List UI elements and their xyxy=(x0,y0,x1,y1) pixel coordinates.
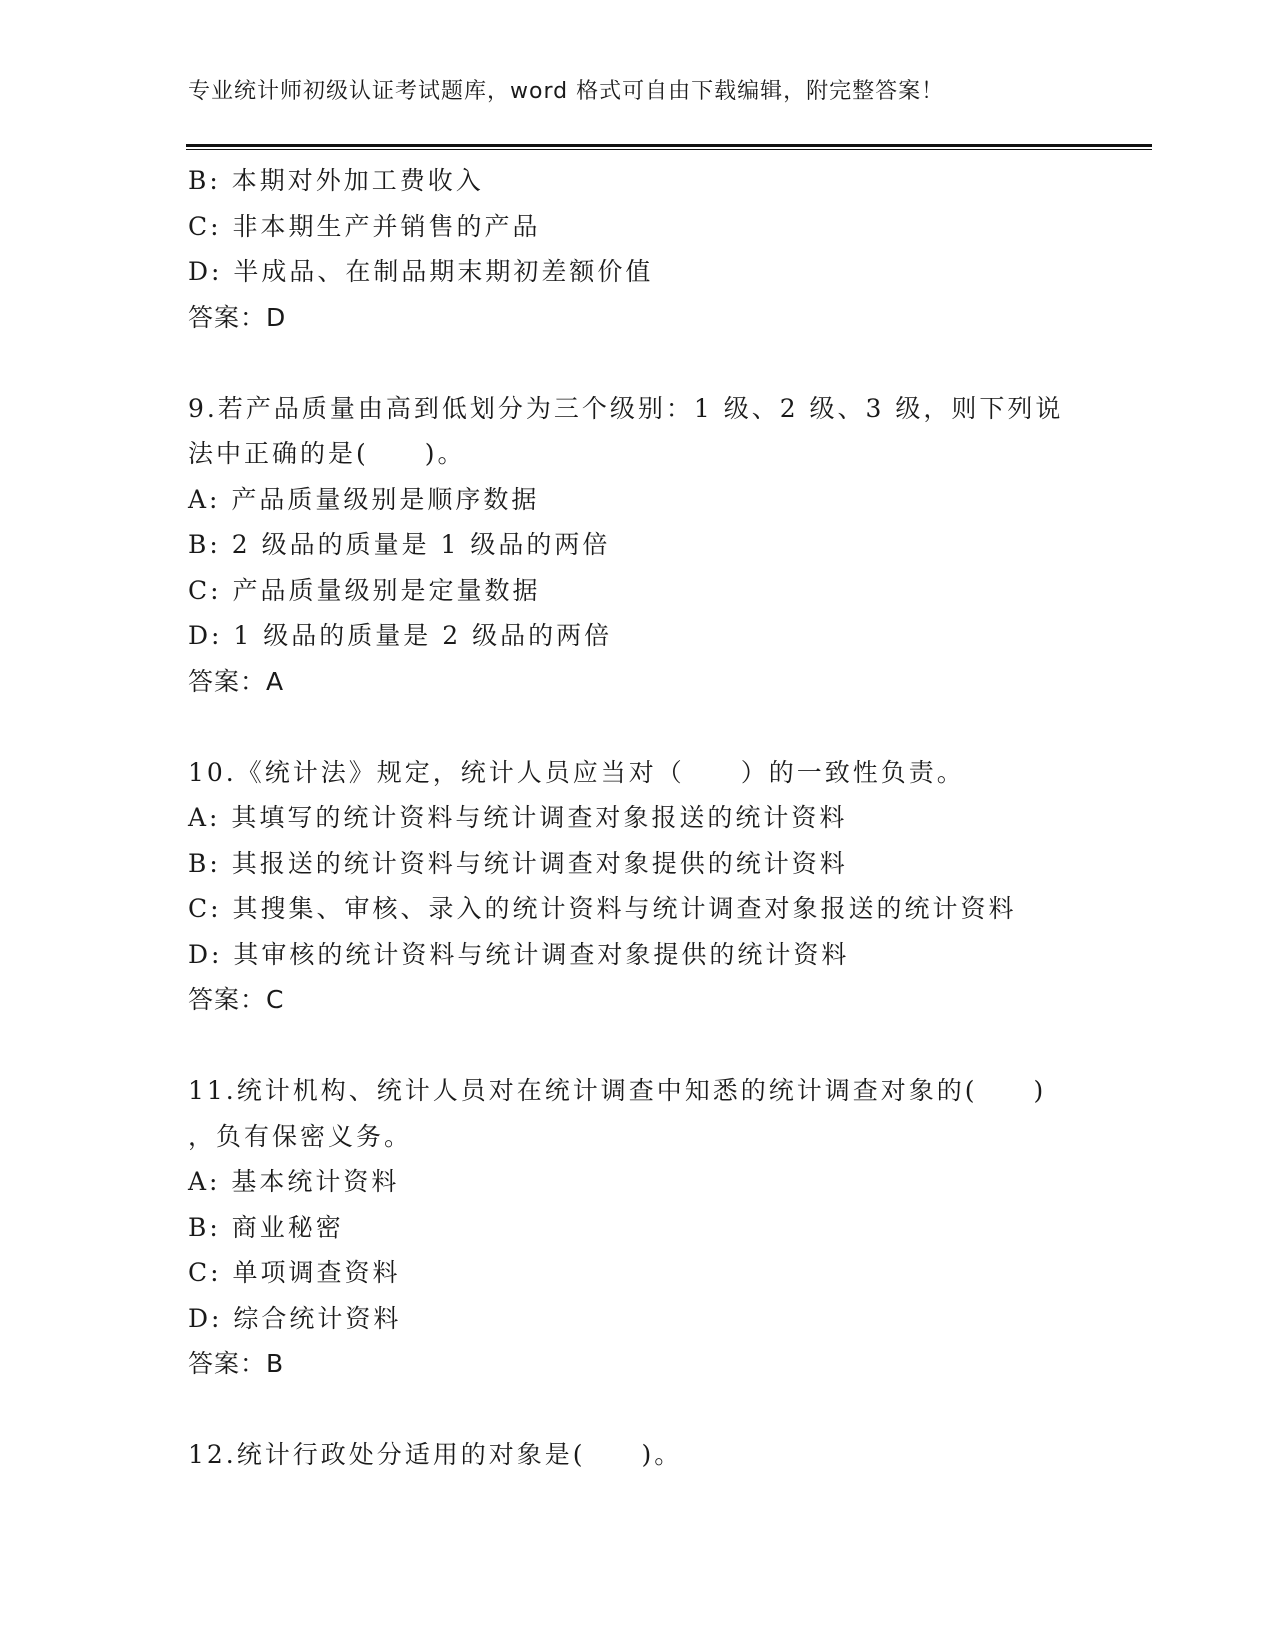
question-9-stem: 9.若产品质量由高到低划分为三个级别：1 级、2 级、3 级，则下列说 xyxy=(188,393,1064,423)
q11-option-b: B: 商业秘密 xyxy=(188,1212,344,1242)
q11-answer: 答案：B xyxy=(188,1349,285,1378)
option-b: B: 本期对外加工费收入 xyxy=(188,166,484,195)
q11-option-a: A: 基本统计资料 xyxy=(188,1167,400,1196)
spacer xyxy=(188,704,1088,750)
page-header: 专业统计师初级认证考试题库，word 格式可自由下载编辑，附完整答案！ xyxy=(188,79,945,104)
question-9-stem-cont: 法中正确的是( )。 xyxy=(188,439,466,468)
option-c: C: 非本期生产并销售的产品 xyxy=(188,211,541,241)
q9-option-c: C: 产品质量级别是定量数据 xyxy=(188,575,541,605)
q11-option-d: D: 综合统计资料 xyxy=(188,1303,402,1333)
q9-option-a: A: 产品质量级别是顺序数据 xyxy=(188,484,540,514)
q9-option-d: D: 1 级品的质量是 2 级品的两倍 xyxy=(188,621,613,650)
q10-option-c: C: 其搜集、审核、录入的统计资料与统计调查对象报送的统计资料 xyxy=(188,894,1017,923)
q9-answer: 答案：A xyxy=(188,666,285,696)
question-11-stem-cont: ，负有保密义务。 xyxy=(188,1121,413,1151)
question-11-stem: 11.统计机构、统计人员对在统计调查中知悉的统计调查对象的( ) xyxy=(188,1076,1047,1105)
q9-option-b: B: 2 级品的质量是 1 级品的两倍 xyxy=(188,530,611,559)
q10-answer: 答案：C xyxy=(188,985,285,1014)
header-rule-thick xyxy=(186,144,1152,147)
option-d: D: 半成品、在制品期末期初差额价值 xyxy=(188,257,654,286)
spacer xyxy=(188,1023,1088,1069)
header-rule-thin xyxy=(186,149,1152,150)
q10-option-b: B: 其报送的统计资料与统计调查对象提供的统计资料 xyxy=(188,848,848,878)
q10-option-d: D: 其审核的统计资料与统计调查对象提供的统计资料 xyxy=(188,939,850,969)
spacer xyxy=(188,1387,1088,1433)
answer-label: 答案：D xyxy=(188,302,287,332)
question-list xyxy=(188,158,1088,1478)
question-10-stem: 10.《统计法》规定，统计人员应当对（ ）的一致性负责。 xyxy=(188,757,965,787)
q11-option-c: C: 单项调查资料 xyxy=(188,1258,401,1287)
question-12-stem: 12.统计行政处分适用的对象是( )。 xyxy=(188,1440,683,1469)
spacer xyxy=(188,340,1088,386)
q10-option-a: A: 其填写的统计资料与统计调查对象报送的统计资料 xyxy=(188,803,848,832)
